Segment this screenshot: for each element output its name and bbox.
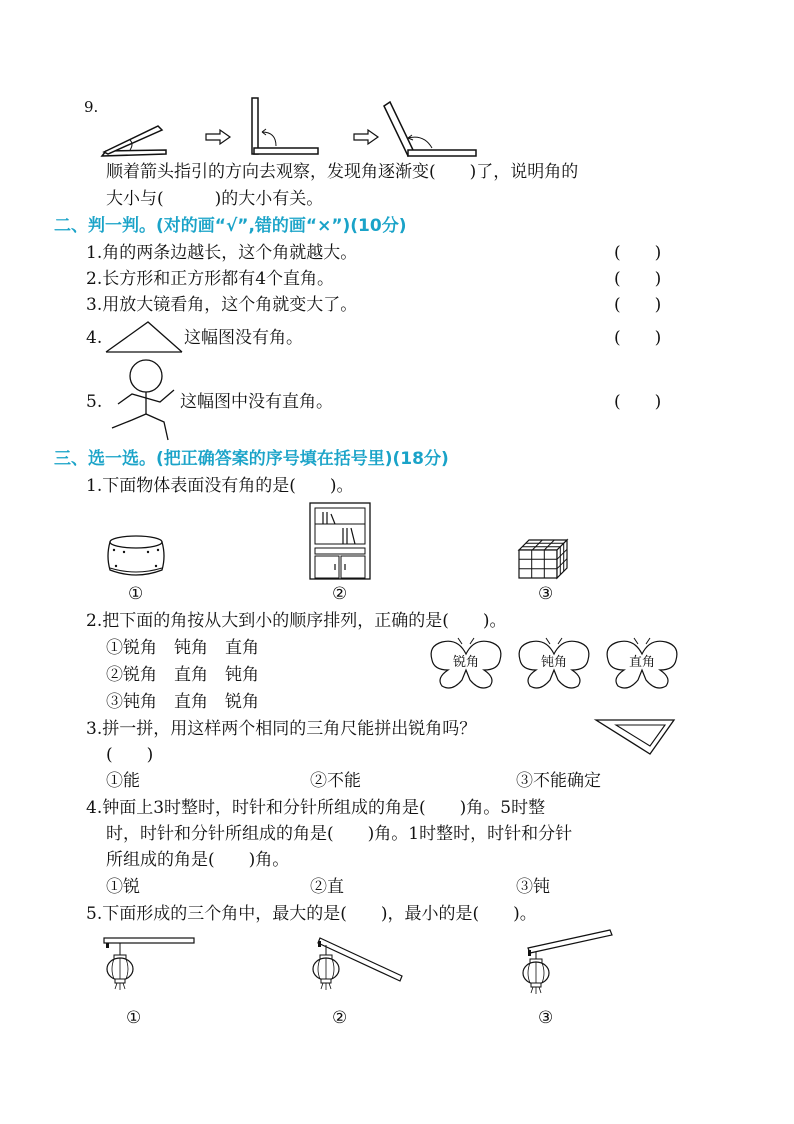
- butterfly-label-right: 直角: [628, 655, 656, 670]
- cube-puzzle-icon: [517, 538, 569, 580]
- answer-paren-3[interactable]: ( ): [614, 295, 662, 315]
- choice-q1-text: 1.下面物体表面没有角的是( )。: [86, 476, 354, 496]
- set-square-icon: [594, 716, 676, 756]
- butterfly-label-acute: 锐角: [452, 655, 480, 670]
- item-number: 2.: [86, 269, 103, 289]
- angle-figure-right: [250, 96, 322, 158]
- choice-q2-option-1: ①锐角 钝角 直角: [106, 638, 259, 658]
- choice-q5-text: 5.下面形成的三个角中，最大的是( )，最小的是( )。: [86, 904, 537, 924]
- butterfly-figure-right: [604, 636, 680, 692]
- choice-q3-paren[interactable]: ( ): [106, 745, 154, 765]
- item-text: 角的两条边越长，这个角就越大。: [102, 243, 358, 263]
- item-text: 用放大镜看角，这个角就变大了。: [102, 295, 358, 315]
- choice-q4-line1: 4.钟面上3时整时，时针和分针所组成的角是( )角。5时整: [86, 798, 546, 818]
- triangle-figure: [104, 318, 184, 354]
- choice-q3-text: 3.拼一拼，用这样两个相同的三角尺能拼出锐角吗？: [86, 719, 477, 739]
- choice-q4-option-1: ①锐: [106, 877, 140, 897]
- judge-item-4-text: 这幅图没有角。: [184, 328, 303, 348]
- butterfly-figure-acute: [428, 636, 504, 692]
- bookshelf-icon: [309, 502, 371, 580]
- judge-item-3: [86, 297, 357, 314]
- choice-q4-option-2: ②直: [310, 877, 344, 897]
- item-text: 长方形和正方形都有4个直角。: [102, 269, 335, 289]
- drum-icon: [104, 532, 168, 580]
- answer-paren-4[interactable]: ( ): [614, 328, 662, 348]
- answer-paren-2[interactable]: ( ): [614, 269, 662, 289]
- choice-q3-option-2: ②不能: [310, 771, 361, 791]
- choice-q2-option-2: ②锐角 直角 钝角: [106, 665, 259, 685]
- answer-paren-5[interactable]: ( ): [614, 392, 662, 412]
- judge-item-2: [86, 271, 334, 288]
- angle-figure-obtuse: [380, 100, 480, 160]
- q9-line1: 顺着箭头指引的方向去观察，发现角逐渐变( )了，说明角的: [106, 162, 579, 182]
- stick-figure: [108, 358, 180, 444]
- option-label-2: ②: [332, 584, 348, 604]
- judge-item-5-number: 5.: [86, 392, 103, 412]
- choice-q2-option-3: ③钝角 直角 锐角: [106, 692, 259, 712]
- judge-item-5-text: 这幅图中没有直角。: [180, 392, 333, 412]
- choice-q4-line3: 所组成的角是( )角。: [106, 850, 290, 870]
- lantern-label-1: ①: [126, 1008, 142, 1028]
- lantern-label-2: ②: [332, 1008, 348, 1028]
- lantern-figure-3: [516, 928, 614, 1000]
- answer-paren-1[interactable]: ( ): [614, 243, 662, 263]
- lantern-label-3: ③: [538, 1008, 554, 1028]
- item-number: 3.: [86, 295, 103, 315]
- butterfly-figure-obtuse: [516, 636, 592, 692]
- choice-q3-option-1: ①能: [106, 771, 140, 791]
- choice-q4-option-3: ③钝: [516, 877, 550, 897]
- choice-q4-line2: 时，时针和分针所组成的角是( )角。1时整时，时针和分针: [106, 824, 573, 844]
- butterfly-label-obtuse: 钝角: [540, 655, 568, 670]
- choice-q2-text: 2.把下面的角按从大到小的顺序排列，正确的是( )。: [86, 611, 507, 631]
- q9-number: 9.: [84, 98, 99, 116]
- lantern-figure-1: [102, 936, 198, 998]
- lantern-figure-2: [306, 936, 404, 1000]
- option-label-3: ③: [538, 584, 554, 604]
- judge-item-4-number: 4.: [86, 328, 103, 348]
- choice-q3-option-3: ③不能确定: [516, 771, 601, 791]
- angle-figure-small: [100, 120, 170, 160]
- item-number: 1.: [86, 243, 103, 263]
- section2-title: 二、判一判。(对的画“√”,错的画“×”)(10分): [54, 216, 407, 236]
- section3-title: 三、选一选。(把正确答案的序号填在括号里)(18分): [54, 449, 449, 469]
- q9-line2: 大小与( )的大小有关。: [106, 189, 324, 209]
- judge-item-1: [86, 245, 357, 262]
- arrow-right-icon: [204, 129, 232, 145]
- option-label-1: ①: [128, 584, 144, 604]
- arrow-right-icon: [352, 129, 380, 145]
